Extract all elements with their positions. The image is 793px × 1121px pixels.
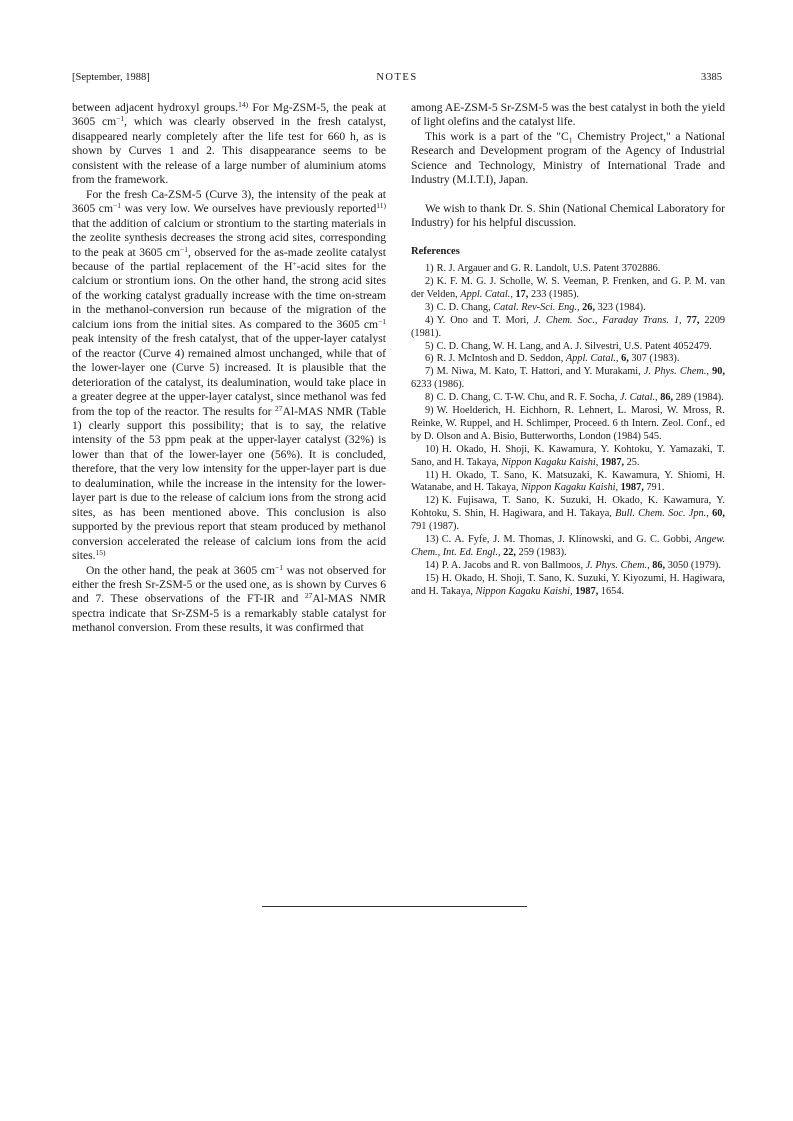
right-column <box>411 101 725 599</box>
reference-journal: Angew. Chem., Int. Ed. Engl., <box>411 534 725 559</box>
page-number: 3385 <box>701 72 722 83</box>
reference-authors: H. Okado, H. Shoji, K. Kawamura, Y. Kohtoku, Y. Yamazaki, T. Sano, and H. Takaya, <box>411 443 725 468</box>
reference-journal: Appl. Catal., <box>565 353 619 365</box>
reference-number: 6) <box>425 353 434 365</box>
reference-number: 15) <box>425 572 439 584</box>
reference-volume: 26, <box>579 301 596 313</box>
reference-volume: 6, <box>618 353 629 365</box>
reference-journal: Nippon Kagaku Kaishi, <box>521 482 619 494</box>
reference-item <box>411 341 725 354</box>
reference-number: 7) <box>425 366 434 378</box>
reference-authors: P. A. Jacobs and R. von Ballmoos, <box>441 559 586 571</box>
reference-pages-year: 259 (1983). <box>515 547 567 559</box>
reference-pages-year: 791. <box>643 482 665 494</box>
reference-journal: Bull. Chem. Soc. Jpn., <box>615 508 709 520</box>
reference-item <box>411 366 725 392</box>
reference-pages-year: 2209 (1981). <box>411 314 725 339</box>
reference-authors: Y. Ono and T. Mori, <box>436 314 534 326</box>
reference-authors: K. F. M. G. J. Scholle, W. S. Veeman, P. Frenken, and G. P. M. van der Velden, <box>411 275 725 300</box>
reference-volume: 86, <box>649 559 666 571</box>
reference-pages-year: 323 (1984). <box>595 301 646 313</box>
end-rule <box>262 906 527 907</box>
reference-authors: C. D. Chang, <box>436 301 494 313</box>
reference-journal: Nippon Kagaku Kaishi, <box>501 456 599 468</box>
reference-pages-year: 791 (1987). <box>411 521 460 533</box>
paragraph-hydroxyl: between adjacent hydroxyl groups.$^{14)}$ For Mg-ZSM-5, the peak at 3605 $cm^{-1}$, which was clearly observed in the fresh catalyst, disappeared nearly completely after the life test for 660 h, as is shown by Curves 1 and 2. This disappearance seems to be consistent with the release of a large number of aluminium atoms from the framework. <box>72 100 386 187</box>
paragraph-conclusion: among AE-ZSM-5 Sr-ZSM-5 was the best catalyst in both the yield of light olefins and the catalyst life. <box>411 101 725 129</box>
reference-volume: 90, <box>709 366 725 378</box>
reference-authors: K. Fujisawa, T. Sano, K. Suzuki, H. Okado, K. Kawamura, Y. Kohtoku, S. Shin, H. Hagiwara, and H. Takaya, <box>411 495 725 520</box>
section-title: NOTES <box>376 72 418 83</box>
reference-authors: C. A. Fyfe, J. M. Thomas, J. Klinowski, and G. C. Gobbi, <box>441 534 696 546</box>
reference-volume: 17, <box>512 288 529 300</box>
reference-number: 12) <box>425 495 439 507</box>
reference-number: 4) <box>425 314 434 326</box>
paragraph-ca-zsm5: For the fresh Ca-ZSM-5 (Curve 3), the intensity of the peak at 3605 $cm^{-1}$ was very low. We ourselves have previously reported$^{11)}$ that the addition of calcium or strontium to the starting materials in the zeolite synthesis decreases the strong acid sites, corresponding to the peak at 3605 $cm^{-1}$, observed for the as-made zeolite catalyst because of the partial replacement of the H+-acid sites for the calcium or strontium ions. On the other hand, the strong acid sites of the working catalyst gradually increase with the time on-stream in the methanol-conversion run because of the migration of the calcium ions from the initial sites. As compared to the 3605 $cm^{-1}$ peak intensity of the fresh catalyst, that of the upper-layer catalyst of the reactor (Curve 4) remained almost unchanged, while that of the lower-layer one (Curve 5) increased. It is plausible that the deterioration of the catalyst, its dealumination, would take place in a greater degree at the upper-layer catalyst, since methanol was fed from the top of the reactor. The results for $^{27}$Al-MAS NMR (Table 1) clearly support this possibility; that is to say, the relative intensity of the 53 ppm peak at the upper-layer catalyst (32%) is lower than that of the lower-layer one (56%). It is concluded, therefore, that the very low intensity for the upper-layer part is due to dealumination, while the increase in the intensity for the lower-layer part is due to the release of calcium ions from the strong acid sites, as has been mentioned above. This conclusion is also supported by the previous report that steam produced by methanol conversion accelerated the release of calcium ions from the acid sites.$^{15)}$ <box>72 187 386 563</box>
reference-list <box>411 263 725 599</box>
reference-item <box>411 353 725 366</box>
paragraph-acknowledgment: We wish to thank Dr. S. Shin (National Chemical Laboratory for Industry) for his helpful discussion. <box>411 201 725 230</box>
reference-journal: J. Phys. Chem., <box>585 559 650 571</box>
reference-item <box>411 276 725 302</box>
reference-authors: M. Niwa, M. Kato, T. Hattori, and Y. Murakami, <box>436 366 644 378</box>
reference-number: 9) <box>425 405 434 417</box>
reference-item <box>411 263 725 276</box>
reference-item <box>411 405 725 444</box>
reference-volume: 77, <box>681 314 700 326</box>
reference-pages-year: 25. <box>624 456 640 468</box>
reference-item <box>411 534 725 560</box>
paragraph-sr-zsm5: On the other hand, the peak at 3605 $cm^{-1}$ was not observed for either the fresh Sr-ZSM-5 or the used one, as is shown by Curves 6 and 7. These observations of the FT-IR and $^{27}$Al-MAS NMR spectra indicate that Sr-ZSM-5 is a remarkably stable catalyst for methanol conversion. From these results, it was confirmed that <box>72 562 386 635</box>
issue-date: [September, 1988] <box>72 72 150 83</box>
paragraph-project: This work is a part of the "C₁ Chemistry Project," a National Research and Development program of the Agency of Industrial Science and Technology, Ministry of International Trade and Industry (M.I.T.I), Japan. <box>411 129 725 187</box>
reference-number: 5) <box>425 340 434 352</box>
reference-authors: C. D. Chang, W. H. Lang, and A. J. Silvestri, U.S. Patent 4052479. <box>436 340 712 352</box>
reference-authors: H. Okado, T. Sano, K. Matsuzaki, K. Kawamura, Y. Shiomi, H. Watanabe, and H. Takaya, <box>411 469 725 494</box>
reference-pages-year: 289 (1984). <box>673 392 724 404</box>
reference-number: 8) <box>425 392 434 404</box>
running-header <box>72 72 722 88</box>
reference-item <box>411 495 725 534</box>
reference-volume: 1987, <box>598 456 625 468</box>
reference-pages-year: 6233 (1986). <box>411 379 465 391</box>
reference-journal: Nippon Kagaku Kaishi, <box>475 585 573 597</box>
reference-item <box>411 302 725 315</box>
reference-number: 14) <box>425 559 439 571</box>
reference-authors: W. Hoelderich, H. Eichhorn, R. Lehnert, L. Marosi, W. Mross, R. Reinke, W. Ruppel, and H. Schlimper, Proceed. 6 th Intern. Zeol. Conf., ed by D. Olson and A. Bisio, Butterworths, London (1984) 545. <box>411 405 725 442</box>
reference-volume: 86, <box>657 392 674 404</box>
reference-number: 10) <box>425 443 439 455</box>
reference-number: 3) <box>425 301 434 313</box>
reference-volume: 22, <box>500 547 516 559</box>
reference-item <box>411 315 725 341</box>
reference-number: 13) <box>425 534 439 546</box>
reference-item <box>411 560 725 573</box>
reference-item <box>411 392 725 405</box>
reference-item <box>411 444 725 470</box>
reference-journal: J. Catal., <box>619 392 658 404</box>
references-heading: References <box>411 245 460 257</box>
reference-number: 11) <box>425 469 439 481</box>
reference-number: 2) <box>425 275 434 287</box>
reference-journal: J. Phys. Chem., <box>643 366 709 378</box>
reference-item <box>411 470 725 496</box>
reference-authors: H. Okado, H. Shoji, T. Sano, K. Suzuki, Y. Kiyozumi, H. Hagiwara, and H. Takaya, <box>411 572 725 597</box>
reference-volume: 1987, <box>618 482 644 494</box>
reference-item <box>411 573 725 599</box>
reference-pages-year: 307 (1983). <box>628 353 680 365</box>
reference-pages-year: 1654. <box>598 585 625 597</box>
reference-journal: J. Chem. Soc., Faraday Trans. 1, <box>533 314 682 326</box>
reference-volume: 1987, <box>572 585 599 597</box>
reference-journal: Appl. Catal., <box>460 288 513 300</box>
reference-authors: R. J. Argauer and G. R. Landolt, U.S. Patent 3702886. <box>436 263 661 275</box>
reference-journal: Catal. Rev-Sci. Eng., <box>493 301 580 313</box>
reference-volume: 60, <box>708 508 725 520</box>
reference-authors: R. J. McIntosh and D. Seddon, <box>436 353 566 365</box>
reference-number: 1) <box>425 263 434 275</box>
reference-pages-year: 3050 (1979). <box>665 559 721 571</box>
reference-authors: C. D. Chang, C. T-W. Chu, and R. F. Socha, <box>436 392 620 404</box>
reference-pages-year: 233 (1985). <box>528 288 579 300</box>
left-column <box>72 101 386 636</box>
